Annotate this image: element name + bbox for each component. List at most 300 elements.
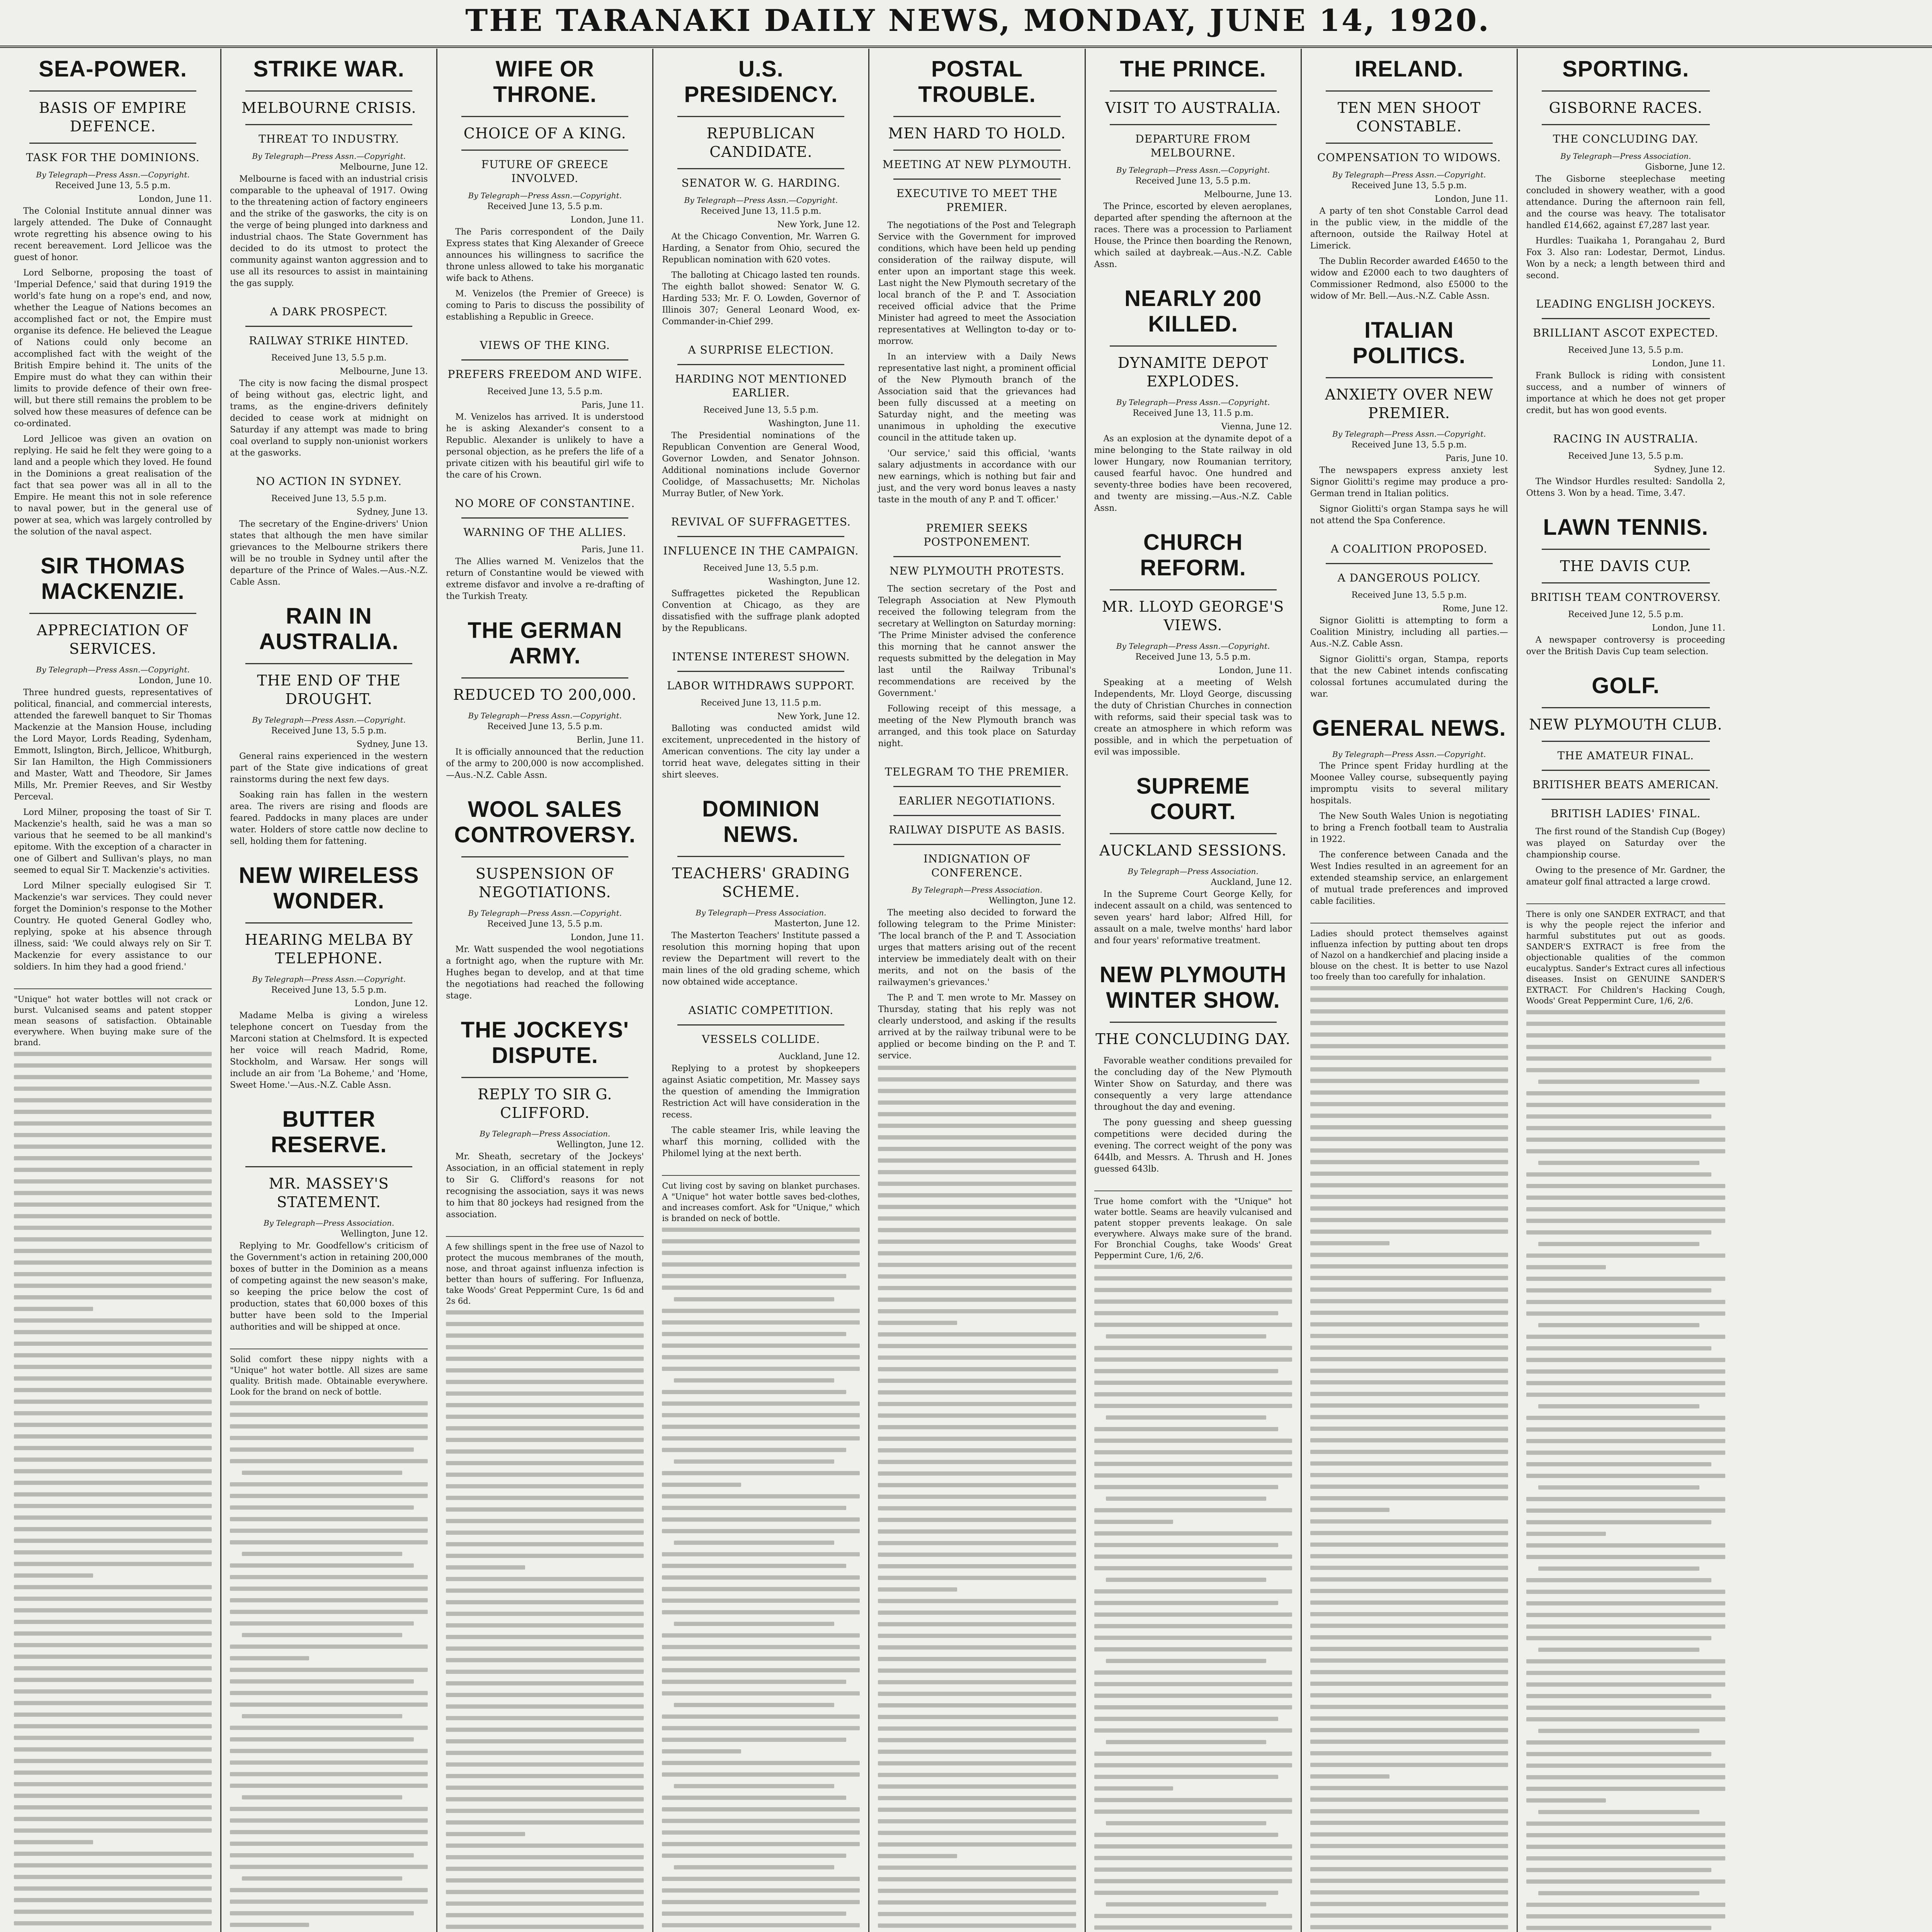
subheadline: NEW PLYMOUTH CLUB. <box>1529 716 1723 733</box>
advertisement: There is only one SANDER EXTRACT, and that is why the people reject the inferior and harmful substitutes put out as goods. SANDER'S EXTRACT is free from the objectionable qualities of the common eucalyptus. Sander's Extract cures all infectious diseases. Insist on GENUINE SANDER'S EXTRACT. For Children's Hacking Cough, Woods' Great Peppermint Cure, 1/6, 2/6. <box>1526 903 1725 1006</box>
byline: By Telegraph—Press Assn.—Copyright. <box>1116 165 1270 175</box>
text-line <box>1538 1485 1699 1490</box>
text-line <box>1310 1206 1508 1211</box>
text-line <box>14 1342 212 1346</box>
text-line <box>14 1585 212 1589</box>
divider-rule <box>29 90 196 92</box>
text-line <box>1310 1519 1508 1524</box>
text-line <box>878 1819 1076 1823</box>
text-line <box>14 1550 212 1554</box>
body-paragraph: A party of ten shot Constable Carrol dead in the public view, in the middle of the afternoon, outside the Railway Hotel at Limerick. <box>1310 206 1508 251</box>
text-line <box>1310 1496 1508 1500</box>
text-line <box>1094 1543 1278 1547</box>
dateline: London, June 11. <box>1652 359 1725 369</box>
subheadline: EXECUTIVE TO MEET THE PREMIER. <box>896 187 1058 214</box>
subheadline: MELBOURNE CRISIS. <box>241 99 417 116</box>
subheadline: TEACHERS' GRADING SCHEME. <box>672 865 850 900</box>
text-line <box>1310 1531 1508 1535</box>
received-line: Received June 13, 11.5 p.m. <box>701 206 821 216</box>
text-line <box>230 1587 428 1591</box>
text-line <box>14 1237 212 1242</box>
subheadline: REVIVAL OF SUFFRAGETTES. <box>671 515 851 528</box>
article <box>1526 56 1725 282</box>
text-line <box>1094 1381 1292 1385</box>
text-line <box>1538 1810 1699 1814</box>
text-line <box>230 1436 428 1440</box>
divider-rule <box>677 116 844 117</box>
article <box>1310 56 1508 302</box>
text-line <box>878 1506 1076 1510</box>
body-paragraph: The pony guessing and sheep guessing competitions were decided during the evening. The correct weight of the pony was 644lb, and Messrs. A. Thrush and H. Jones guessed 643lb. <box>1094 1118 1292 1174</box>
text-line <box>1526 1416 1725 1420</box>
text-line <box>1526 1230 1711 1235</box>
text-line <box>14 1828 212 1833</box>
divider-rule <box>245 90 412 92</box>
text-line <box>230 1691 428 1695</box>
received-line: Received June 13, 5.5 p.m. <box>271 494 387 503</box>
text-line <box>446 1554 644 1558</box>
text-line <box>230 1424 428 1429</box>
article <box>14 56 212 538</box>
text-line <box>878 1402 1076 1406</box>
text-line <box>662 1587 860 1591</box>
divider-rule <box>1542 549 1710 550</box>
text-line <box>1526 1126 1725 1130</box>
dateline: London, June 11. <box>1435 194 1508 204</box>
divider-rule <box>29 613 196 614</box>
text-line <box>662 1668 860 1672</box>
subheadline: DYNAMITE DEPOT EXPLODES. <box>1117 354 1269 390</box>
received-line: Received June 13, 5.5 p.m. <box>271 726 387 736</box>
text-line <box>1310 1067 1508 1071</box>
text-line <box>1310 1890 1508 1895</box>
text-line <box>878 1831 1076 1835</box>
text-line <box>1094 1276 1292 1281</box>
text-line <box>230 1459 428 1463</box>
text-line <box>1310 1369 1508 1373</box>
text-line <box>446 1542 644 1546</box>
headline: U.S. PRESIDENCY. <box>684 56 838 107</box>
text-line <box>878 1240 1076 1244</box>
text-line <box>14 1759 212 1763</box>
text-line <box>14 1214 212 1218</box>
text-line <box>662 1796 846 1800</box>
text-line <box>242 1471 402 1475</box>
byline: By Telegraph—Press Assn.—Copyright. <box>1332 750 1486 759</box>
dateline: Sydney, June 13. <box>356 507 428 517</box>
byline: By Telegraph—Press Assn.—Copyright. <box>1332 170 1486 179</box>
text-line <box>662 1888 860 1893</box>
text-line <box>14 1794 212 1798</box>
article <box>446 497 644 602</box>
text-texture <box>230 1401 428 1932</box>
body-paragraph: The Windsor Hurdles resulted: Sandolla 2, Ottens 3. Won by a head. Time, 3.47. <box>1526 477 1725 498</box>
text-line <box>1310 1473 1508 1477</box>
dateline: Masterton, June 12. <box>774 919 860 929</box>
text-line <box>1106 1659 1266 1663</box>
text-line <box>1310 1380 1508 1384</box>
text-line <box>446 1693 644 1697</box>
body-paragraph: The Masterton Teachers' Institute passed a resolution this morning hoping that upon review the Department will revert to the main lines of the old grading scheme, which now obtained wide acceptance. <box>662 931 860 987</box>
headline: STRIKE WAR. <box>253 56 405 82</box>
dateline: Vienna, June 12. <box>1221 422 1292 432</box>
text-line <box>446 1809 644 1813</box>
text-line <box>446 1786 644 1790</box>
subheadline: INFLUENCE IN THE CAMPAIGN. <box>663 544 859 557</box>
headline: WIFE OR THRONE. <box>493 56 597 107</box>
text-line <box>14 1573 93 1578</box>
text-line <box>446 1832 525 1836</box>
subheadline: COMPENSATION TO WIDOWS. <box>1317 151 1501 164</box>
text-line <box>1310 1508 1389 1512</box>
text-line <box>230 1575 428 1579</box>
subheadline: REPUBLICAN CANDIDATE. <box>706 125 815 160</box>
text-line <box>1526 1520 1711 1524</box>
text-line <box>1094 1786 1173 1791</box>
text-line <box>1094 1914 1292 1918</box>
dateline: Melbourne, June 13. <box>1204 190 1292 199</box>
article <box>230 863 428 1091</box>
text-line <box>14 1272 212 1276</box>
text-line <box>878 1495 1076 1499</box>
subheadline: APPRECIATION OF SERVICES. <box>37 622 189 657</box>
text-line <box>662 1262 860 1267</box>
text-line <box>1310 1276 1508 1280</box>
article <box>662 343 860 500</box>
text-line <box>1310 1102 1508 1106</box>
text-line <box>446 1623 644 1628</box>
subheadline: MR. LLOYD GEORGE'S VIEWS. <box>1102 598 1284 634</box>
text-line <box>662 1401 860 1406</box>
text-line <box>1526 1578 1711 1582</box>
byline: By Telegraph—Press Assn.—Copyright. <box>252 151 406 161</box>
text-texture <box>1094 1265 1292 1932</box>
text-line <box>1310 1774 1389 1779</box>
text-line <box>662 1448 846 1452</box>
article <box>1526 297 1725 417</box>
dateline: Berlin, June 11. <box>577 735 644 745</box>
text-line <box>1310 1334 1508 1338</box>
text-line <box>1526 1451 1725 1455</box>
headline: SEA-POWER. <box>39 56 187 82</box>
body-paragraph: Frank Bullock is riding with consistent success, and a number of winners of importance at which he does not get proper credit, but has won good events. <box>1526 371 1725 415</box>
text-line <box>1526 1590 1725 1594</box>
text-line <box>14 1353 212 1357</box>
text-line <box>14 1110 212 1114</box>
article <box>230 305 428 459</box>
text-line <box>1094 1925 1292 1930</box>
text-line <box>878 1100 1076 1105</box>
text-line <box>14 1121 212 1126</box>
text-line <box>1310 1090 1508 1095</box>
divider-rule <box>893 116 1060 117</box>
text-line <box>1526 1845 1725 1849</box>
text-line <box>1526 1103 1725 1107</box>
text-line <box>1538 1323 1699 1327</box>
text-line <box>1310 986 1508 990</box>
text-line <box>1526 1022 1725 1026</box>
dateline: Sydney, June 12. <box>1654 465 1725 474</box>
text-line <box>14 1898 212 1902</box>
subheadline: BASIS OF EMPIRE DEFENCE. <box>39 99 187 135</box>
text-line <box>14 1052 212 1056</box>
byline: By Telegraph—Press Assn.—Copyright. <box>1332 429 1486 439</box>
subheadline: WARNING OF THE ALLIES. <box>463 526 627 539</box>
text-line <box>14 1481 212 1485</box>
body-paragraph: The Colonial Institute annual dinner was largely attended. The Duke of Connaught wrote regretting his absence owing to his recent bereavement. Lord Jellicoe was the guest of honor. <box>14 206 212 262</box>
text-line <box>1526 1335 1725 1339</box>
subheadline: ANXIETY OVER NEW PREMIER. <box>1325 386 1493 422</box>
received-line: Received June 13, 11.5 p.m. <box>701 698 821 708</box>
body-paragraph: The first round of the Standish Cup (Bogey) was played on Saturday over the championship course. <box>1526 827 1725 860</box>
text-line <box>1310 1044 1508 1048</box>
text-line <box>1310 1658 1508 1663</box>
text-line <box>674 1459 834 1464</box>
divider-rule <box>461 1077 628 1078</box>
text-line <box>14 1492 212 1497</box>
text-line <box>662 1633 860 1638</box>
text-line <box>878 1889 1076 1893</box>
subheadline: LABOR WITHDRAWS SUPPORT. <box>667 679 855 692</box>
dateline: Wellington, June 12. <box>988 896 1076 906</box>
text-line <box>878 1611 1076 1615</box>
text-line <box>1310 1079 1508 1083</box>
column-4 <box>653 49 869 1932</box>
text-line <box>878 1124 1076 1128</box>
divider-rule <box>461 116 628 117</box>
text-line <box>230 1494 428 1498</box>
text-line <box>14 1724 212 1728</box>
article <box>230 604 428 847</box>
text-line <box>230 1401 428 1405</box>
text-line <box>1310 1230 1508 1234</box>
text-line <box>1526 1775 1725 1779</box>
text-line <box>878 1842 1076 1847</box>
text-line <box>1310 1345 1508 1350</box>
text-line <box>14 1318 212 1323</box>
text-line <box>878 1692 1076 1696</box>
text-line <box>14 1226 212 1230</box>
text-line <box>446 1368 644 1372</box>
text-line <box>230 1853 414 1857</box>
text-line <box>14 1736 212 1740</box>
text-line <box>878 1205 1076 1209</box>
dateline: Melbourne, June 12. <box>340 162 428 172</box>
received-line: Received June 13, 5.5 p.m. <box>703 405 819 415</box>
text-line <box>1310 1705 1508 1709</box>
column-8 <box>1518 49 1734 1932</box>
text-line <box>446 1519 644 1523</box>
text-line <box>14 1446 212 1450</box>
text-line <box>1526 1833 1725 1837</box>
text-line <box>878 1900 1076 1905</box>
article <box>1310 716 1508 907</box>
text-line <box>878 1668 1076 1673</box>
body-paragraph: As an explosion at the dynamite depot of a mine belonging to the State railway in old lower Hungary, now Roumanian territory, caused fearful havoc. One hundred and seventy-three bodies have been recovered, and twenty are missing.—Aus.-N.Z. Cable Assn. <box>1094 434 1292 513</box>
text-line <box>1310 1403 1508 1408</box>
text-line <box>14 1202 212 1207</box>
subheadline: NO MORE OF CONSTANTINE. <box>455 497 635 510</box>
text-line <box>230 1645 428 1649</box>
text-line <box>446 1681 644 1685</box>
advertisement: True home comfort with the "Unique" hot water bottle. Seams are heavily vulcanised and patent stopper prevents leakage. On sale everywhere. Always make sure of the brand. For Bronchial Coughs, take Woods' Great Peppermint Cure, 1/6, 2/6. <box>1094 1190 1292 1261</box>
body-paragraph: General rains experienced in the western part of the State give indications of great rainstorms during the next few days. <box>230 752 428 784</box>
subheadline: SENATOR W. G. HARDING. <box>681 177 841 189</box>
text-line <box>446 1426 644 1430</box>
divider-rule <box>1542 707 1710 708</box>
divider-rule <box>677 364 844 365</box>
divider-rule <box>1542 124 1710 125</box>
subheadline: PREFERS FREEDOM AND WIFE. <box>447 368 642 381</box>
text-line <box>1526 1752 1711 1756</box>
text-line <box>230 1772 428 1776</box>
text-line <box>14 1527 212 1531</box>
text-line <box>446 1345 644 1349</box>
text-line <box>662 1749 741 1753</box>
text-line <box>1526 1787 1725 1791</box>
text-line <box>14 1284 212 1288</box>
text-line <box>878 1854 957 1858</box>
text-line <box>446 1716 644 1720</box>
text-line <box>1310 1137 1508 1141</box>
text-line <box>446 1797 644 1801</box>
text-line <box>230 1563 414 1568</box>
headline: WOOL SALES CONTROVERSY. <box>454 797 636 847</box>
dateline: Paris, June 11. <box>581 400 644 410</box>
text-line <box>1526 1532 1606 1536</box>
text-line <box>14 1817 212 1821</box>
received-line: Received June 13, 5.5 p.m. <box>1351 181 1467 190</box>
text-line <box>1310 1763 1508 1767</box>
text-line <box>878 1923 1076 1928</box>
text-line <box>1526 1543 1725 1548</box>
body-paragraph: Madame Melba is giving a wireless telephone concert on Tuesday from the Marconi station at Chelmsford. It is expected her voice will reach Madrid, Rome, Stockholm, and Warsaw. Her songs will include an air from 'La Boheme,' and 'Home, Sweet Home.'—Aus.-N.Z. Cable Assn. <box>230 1011 428 1090</box>
text-line <box>1310 1195 1508 1199</box>
dateline: Auckland, June 12. <box>1211 878 1292 887</box>
text-line <box>662 1344 860 1348</box>
body-paragraph: Lord Milner specially eulogised Sir T. Mackenzie's war services. They could never forget the Dominion's response to the Mother Country. He quoted General Godley who, replying, spoke at his absence through illness, said: 'We could always rely on Sir T. Mackenzie for every assistance to our soldiers. In him they had a good friend.' <box>14 881 212 972</box>
text-line <box>230 1529 428 1533</box>
text-line <box>446 1844 644 1848</box>
text-line <box>446 1438 644 1442</box>
text-line <box>1310 1450 1508 1454</box>
divider-rule <box>461 856 628 857</box>
received-line: Received June 13, 5.5 p.m. <box>1351 440 1467 450</box>
text-line <box>878 1367 1076 1371</box>
text-line <box>1310 1311 1508 1315</box>
subheadline: BRITISHER BEATS AMERICAN. <box>1532 778 1719 791</box>
text-line <box>446 1322 644 1326</box>
subheadline: A SURPRISE ELECTION. <box>688 344 834 356</box>
text-line <box>1538 1404 1699 1408</box>
dateline: New York, June 12. <box>777 712 860 721</box>
text-line <box>1526 1056 1711 1061</box>
text-line <box>1310 1612 1508 1616</box>
text-line <box>878 1089 1076 1093</box>
body-paragraph: The Prince spent Friday hurdling at the Moonee Valley course, subsequently paying impromptu visits to several military hospitals. <box>1310 761 1508 806</box>
text-line <box>1310 1844 1508 1848</box>
received-line: Received June 13, 5.5 p.m. <box>1135 176 1251 186</box>
text-line <box>878 1483 1076 1487</box>
text-line <box>1526 1926 1711 1930</box>
text-line <box>230 1505 414 1510</box>
divider-rule <box>893 556 1060 557</box>
body-paragraph: The Presidential nominations of the Republican Convention are General Wood, Governor Lowden, and Senator Johnson. Additional nominations include Governor Coolidge, of Massachusetts; Mr. Nicholas Murray Butler, of New York. <box>662 431 860 498</box>
article <box>1526 432 1725 499</box>
text-line <box>1526 1764 1725 1768</box>
text-line <box>1526 1346 1711 1350</box>
text-line <box>878 1263 1076 1267</box>
text-line <box>662 1900 860 1904</box>
divider-rule <box>461 359 628 361</box>
text-line <box>242 1876 402 1881</box>
text-line <box>230 1726 428 1730</box>
headline: SIR THOMAS MACKENZIE. <box>40 553 185 604</box>
text-line <box>1094 1891 1278 1895</box>
subheadline: PREMIER SEEKS POSTPONEMENT. <box>923 522 1031 548</box>
text-line <box>1094 1531 1292 1536</box>
text-line <box>230 1413 428 1417</box>
text-line <box>1526 1509 1725 1513</box>
text-line <box>446 1507 644 1512</box>
text-line <box>1310 1415 1508 1419</box>
subheadline: TELEGRAM TO THE PREMIER. <box>885 765 1069 778</box>
text-line <box>1526 1740 1725 1745</box>
text-line <box>1094 1462 1292 1466</box>
text-line <box>1094 1647 1292 1651</box>
text-line <box>1094 1439 1292 1443</box>
text-line <box>1526 1659 1725 1663</box>
text-line <box>1310 1009 1508 1014</box>
text-line <box>878 1634 1076 1638</box>
subheadline: DEPARTURE FROM MELBOURNE. <box>1135 133 1251 159</box>
text-line <box>878 1274 1076 1279</box>
subheadline: GISBORNE RACES. <box>1549 99 1703 116</box>
text-line <box>1094 1369 1278 1373</box>
text-line <box>14 1747 212 1752</box>
text-line <box>14 1469 212 1473</box>
text-line <box>1310 1172 1508 1176</box>
advertisement: Ladies should protect themselves against influenza infection by putting about ten drops of Nazol on a handkerchief and placing inside a blouse on the chest. It is better to use Nazol too freely than too carefully for inhalation. <box>1310 923 1508 982</box>
text-line <box>230 1807 428 1811</box>
text-line <box>446 1670 644 1674</box>
text-line <box>878 1877 1076 1881</box>
text-line <box>1094 1670 1292 1675</box>
text-line <box>662 1274 846 1278</box>
text-line <box>14 1330 212 1334</box>
divider-rule <box>677 671 844 672</box>
subheadline: MR. MASSEY'S STATEMENT. <box>269 1175 389 1211</box>
subheadline: VISIT TO AUSTRALIA. <box>1105 99 1281 116</box>
text-line <box>230 1598 428 1602</box>
text-line <box>662 1239 860 1243</box>
subheadline: AUCKLAND SESSIONS. <box>1099 842 1287 859</box>
text-line <box>446 1357 644 1361</box>
text-line <box>1310 1913 1508 1918</box>
byline: By Telegraph—Press Association. <box>912 885 1043 895</box>
text-line <box>446 1333 644 1338</box>
text-line <box>878 1645 1076 1650</box>
text-line <box>1094 1694 1292 1698</box>
text-line <box>662 1691 860 1696</box>
text-line <box>14 1458 212 1462</box>
text-line <box>14 1411 212 1415</box>
dateline: Sydney, June 13. <box>356 740 428 749</box>
divider-rule <box>1110 124 1277 125</box>
dateline: London, June 11. <box>1218 666 1292 675</box>
subheadline: EARLIER NEGOTIATIONS. <box>898 794 1056 807</box>
text-line <box>878 1228 1076 1232</box>
